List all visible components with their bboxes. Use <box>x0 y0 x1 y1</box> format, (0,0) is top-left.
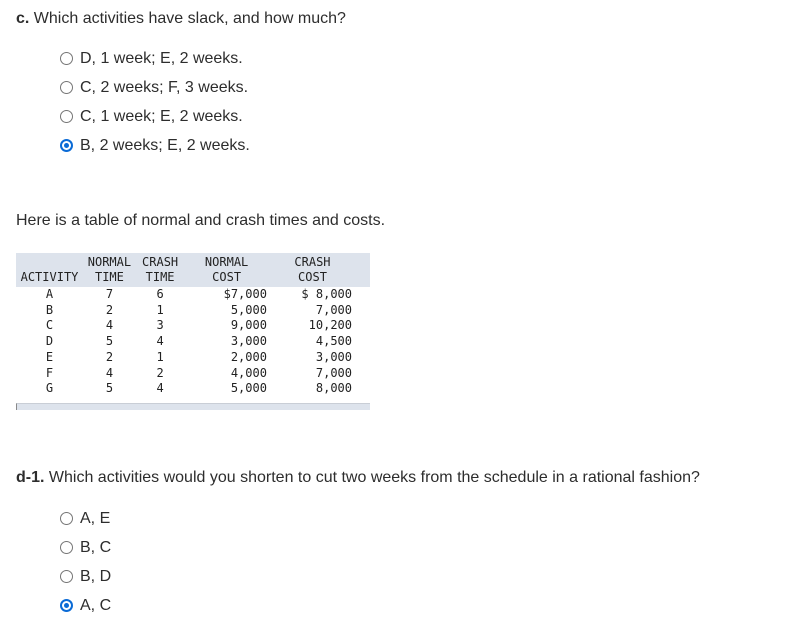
option-c-2[interactable] <box>60 102 250 131</box>
option-label: A, E <box>80 509 111 527</box>
header-crash-time: CRASH TIME <box>136 253 184 287</box>
cell-activity: C <box>45 318 54 333</box>
table-row <box>16 381 370 397</box>
option-label: C, 1 week; E, 2 weeks. <box>80 107 243 125</box>
cell-normal-cost: 9,000 <box>230 318 267 333</box>
radio-checked-icon[interactable] <box>60 599 73 612</box>
radio-icon[interactable] <box>60 512 73 525</box>
option-c-1[interactable] <box>60 73 250 102</box>
table-intro: Here is a table of normal and crash times and costs. <box>16 212 386 229</box>
cell-crash-time: 4 <box>156 334 164 349</box>
cell-normal-cost: $7,000 <box>223 287 267 301</box>
cell-normal-time: 2 <box>105 349 114 364</box>
cell-activity: B <box>45 302 54 317</box>
cell-crash-time: 1 <box>156 302 164 317</box>
cell-normal-cost: 5,000 <box>230 302 267 317</box>
option-d1-2[interactable] <box>60 562 111 591</box>
cell-activity: F <box>45 365 54 380</box>
cell-crash-time: 2 <box>156 365 164 380</box>
table-row <box>16 366 370 382</box>
table-row <box>16 334 370 350</box>
cell-crash-cost: $ 8,000 <box>301 287 352 301</box>
cell-normal-time: 5 <box>105 381 114 396</box>
radio-icon[interactable] <box>60 81 73 94</box>
radio-icon[interactable] <box>60 110 73 123</box>
option-label: B, C <box>80 538 112 556</box>
question-d1-options <box>60 504 111 620</box>
cell-crash-time: 6 <box>156 287 164 301</box>
option-label: D, 1 week; E, 2 weeks. <box>80 49 243 67</box>
cell-normal-time: 7 <box>105 287 114 301</box>
cell-activity: D <box>45 334 54 349</box>
cell-activity: G <box>45 381 54 396</box>
header-crash-cost: CRASH COST <box>271 253 370 287</box>
cell-crash-cost: 7,000 <box>315 365 352 380</box>
cell-activity: A <box>45 287 54 301</box>
table-header-row <box>16 253 370 287</box>
header-activity: ACTIVITY <box>16 253 83 287</box>
cell-normal-cost: 5,000 <box>230 381 267 396</box>
radio-icon[interactable] <box>60 52 73 65</box>
question-c-text: Which activities have slack, and how much? <box>33 10 346 27</box>
cell-normal-cost: 4,000 <box>230 365 267 380</box>
cell-crash-time: 1 <box>156 349 164 364</box>
option-label: B, D <box>80 567 112 585</box>
option-label: C, 2 weeks; F, 3 weeks. <box>80 78 249 96</box>
cell-crash-time: 3 <box>156 318 164 333</box>
cost-table-wrapper <box>16 253 370 410</box>
option-label: A, C <box>80 596 112 614</box>
cell-normal-time: 2 <box>105 302 114 317</box>
question-c-options <box>60 44 250 160</box>
cell-crash-cost: 8,000 <box>315 381 352 396</box>
table-scrollbar[interactable] <box>16 403 370 410</box>
option-label: B, 2 weeks; E, 2 weeks. <box>80 136 250 154</box>
question-d1-title <box>16 469 700 487</box>
radio-icon[interactable] <box>60 570 73 583</box>
radio-checked-icon[interactable] <box>60 139 73 152</box>
cell-normal-time: 4 <box>105 318 114 333</box>
cell-crash-time: 4 <box>156 381 164 396</box>
question-c-title <box>16 10 346 28</box>
question-d1-label: d-1. <box>16 469 45 486</box>
question-c-label: c. <box>16 10 30 27</box>
header-normal-cost: NORMAL COST <box>184 253 271 287</box>
table-row <box>16 287 370 303</box>
cell-normal-cost: 3,000 <box>230 334 267 349</box>
cell-normal-time: 4 <box>105 365 114 380</box>
cost-table <box>16 253 370 397</box>
table-row <box>16 318 370 334</box>
cell-crash-cost: 3,000 <box>315 349 352 364</box>
cell-crash-cost: 10,200 <box>308 318 352 333</box>
option-d1-1[interactable] <box>60 533 111 562</box>
cell-normal-cost: 2,000 <box>230 349 267 364</box>
radio-icon[interactable] <box>60 541 73 554</box>
cell-crash-cost: 4,500 <box>315 334 352 349</box>
option-c-3[interactable] <box>60 131 250 160</box>
table-row <box>16 303 370 319</box>
option-d1-0[interactable] <box>60 504 111 533</box>
question-d1-text: Which activities would you shorten to cut two weeks from the schedule in a rational fashion? <box>48 469 700 486</box>
option-d1-3[interactable] <box>60 591 111 620</box>
option-c-0[interactable] <box>60 44 250 73</box>
table-row <box>16 350 370 366</box>
cell-normal-time: 5 <box>105 334 114 349</box>
header-normal-time: NORMAL TIME <box>83 253 136 287</box>
cell-activity: E <box>45 349 54 364</box>
cell-crash-cost: 7,000 <box>315 302 352 317</box>
